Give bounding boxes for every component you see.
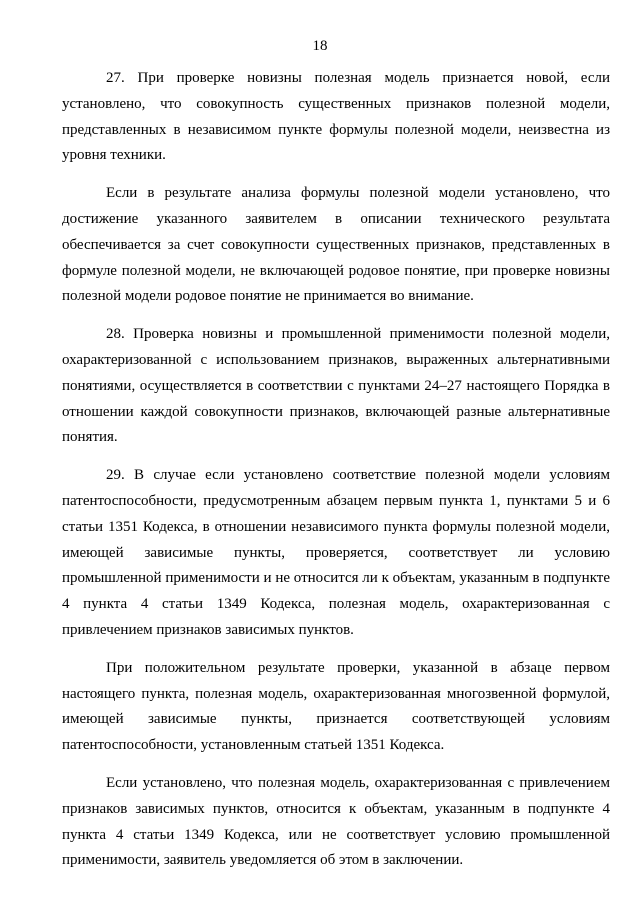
paragraph-27: 27. При проверке новизны полезная модель признается новой, если установлено, что совокупность существенных признаков полезной модели, представленных в независимом пункте формулы полезной модели, неизвестна из уровня техники. — [62, 70, 610, 164]
paragraph-29-third: Если установлено, что полезная модель, охарактеризованная с привлечением признаков зависимых пунктов, относится к объектам, указанным в подпункте 4 пункта 4 статьи 1349 Кодекса, или не соответствует условию промышленной применимости, заявитель уведомляется об этом в заключении. — [62, 774, 610, 869]
paragraph-27-continued: Если в результате анализа формулы полезной модели установлено, что достижение указанного заявителем в описании технического результата обеспечивается за счет совокупности существенных признаков, представленных в формуле полезной модели, не включающей родовое понятие, при проверке новизны полезной модели родовое понятие не принимается во внимание. — [62, 185, 610, 305]
paragraph-29: 29. В случае если установлено соответствие полезной модели условиям патентоспособности, предусмотренным абзацем первым пункта 1, пунктами 5 и 6 статьи 1351 Кодекса, в отношении независимого пункта формулы полезной модели, имеющей зависимые пункты, проверяется, соответствует ли условию промышленной применимости и не относится ли к объектам, указанным в подпункте 4 пункта 4 статьи 1349 Кодекса, полезная модель, охарактеризованная с привлечением признаков зависимых пунктов. — [62, 467, 610, 638]
paragraph-28: 28. Проверка новизны и промышленной применимости полезной модели, охарактеризованной с использованием признаков, выраженных альтернативными понятиями, осуществляется в соответствии с пунктами 24–27 настоящего Порядка в отношении каждой совокупности признаков, включающей разные альтернативные понятия. — [62, 326, 610, 446]
document-body — [62, 66, 610, 886]
page-number: 18 — [312, 38, 328, 54]
paragraph-29-second: При положительном результате проверки, указанной в абзаце первом настоящего пункта, полезная модель, охарактеризованная многозвенной формулой, имеющей зависимые пункты, признается соответствующей условиям патентоспособности, установленным статьей 1351 Кодекса. — [62, 659, 610, 754]
